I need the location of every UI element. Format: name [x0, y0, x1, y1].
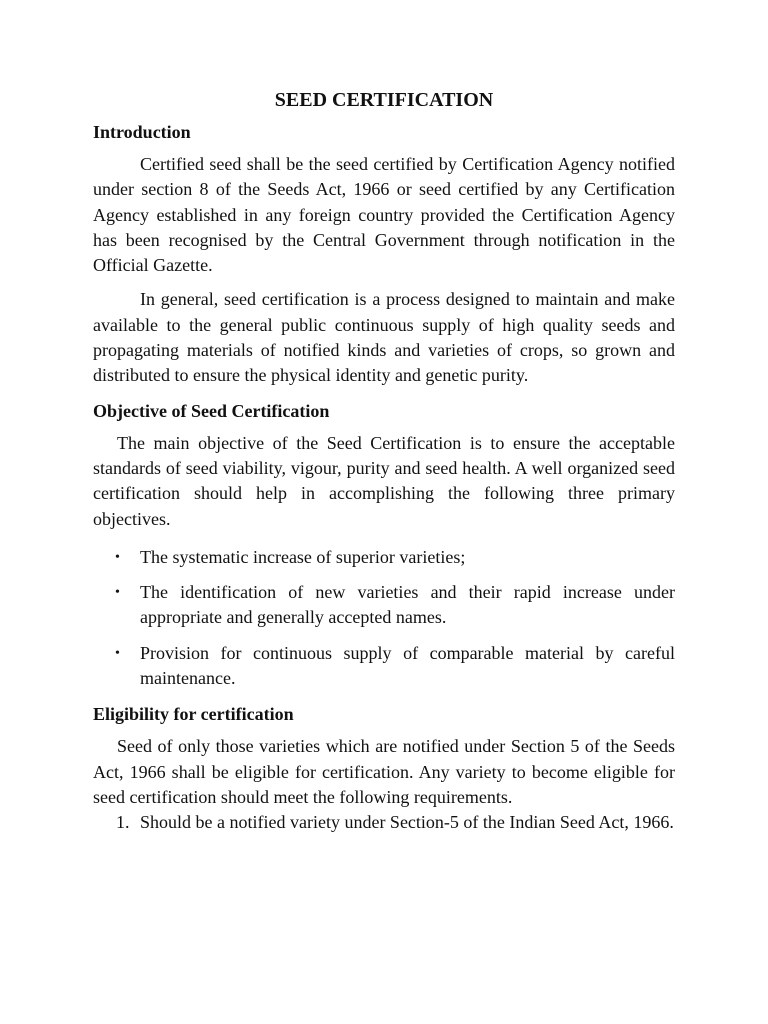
- document-page: [93, 86, 675, 836]
- bullet-item: [93, 641, 675, 692]
- bullet-marker: •: [115, 549, 120, 565]
- bullet-marker: •: [115, 585, 120, 601]
- eligibility-paragraph: Seed of only those varieties which are notified under Section 5 of the Seeds Act, 1966 shall be eligible for certification. Any variety to become eligible for seed certification should meet the following requirements.: [93, 736, 675, 807]
- objective-paragraph: The main objective of the Seed Certification is to ensure the acceptable standards of seed viability, vigour, purity and seed health. A well organized seed certification should help in accomplishing the following three primary objectives.: [93, 432, 675, 529]
- objective-heading: Objective of Seed Certification: [93, 400, 330, 421]
- objective-bullet-list: [93, 545, 675, 691]
- introduction-paragraph-2: In general, seed certification is a process designed to maintain and make available to the general public continuous supply of high quality seeds and propagating materials of notified kinds and varieties of crops, so grown and distributed to ensure the physical identity and genetic purity.: [93, 289, 675, 386]
- eligibility-numbered-list: [93, 810, 675, 835]
- eligibility-heading: Eligibility for certification: [93, 704, 294, 725]
- item-text: Should be a notified variety under Section-5 of the Indian Seed Act, 1966.: [140, 812, 674, 833]
- bullet-text: Provision for continuous supply of comparable material by careful maintenance.: [140, 642, 675, 689]
- bullet-text: The systematic increase of superior varieties;: [140, 546, 466, 567]
- bullet-item: [93, 580, 675, 631]
- item-number: 1.: [116, 812, 130, 833]
- bullet-item: [93, 545, 675, 570]
- bullet-text: The identification of new varieties and their rapid increase under appropriate and generally accepted names.: [140, 582, 675, 628]
- numbered-item: [93, 810, 675, 835]
- introduction-heading: Introduction: [93, 122, 191, 142]
- document-title: SEED CERTIFICATION: [274, 89, 494, 111]
- bullet-marker: •: [115, 645, 120, 661]
- introduction-paragraph-1: Certified seed shall be the seed certified by Certification Agency notified under section 8 of the Seeds Act, 1966 or seed certified by any Certification Agency established in any foreign country provided the Certification Agency has been recognised by the Central Government through notification in the Official Gazette.: [93, 154, 675, 276]
